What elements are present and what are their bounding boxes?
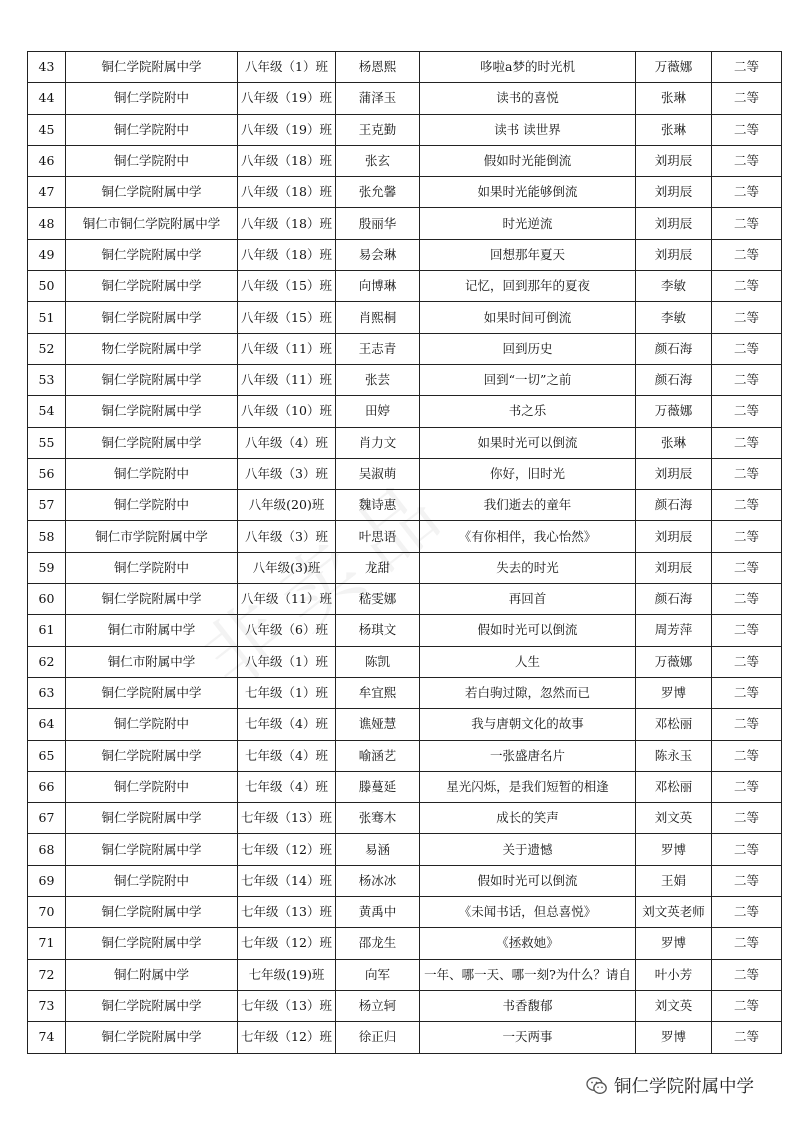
award-list-body (28, 52, 782, 1054)
class-cell: 八年级（1）班 (238, 52, 336, 83)
teacher-cell: 罗博 (636, 928, 712, 959)
school-cell: 铜仁学院附属中学 (66, 584, 238, 615)
essay-title-cell: 一年、哪一天、哪一刻?为什么？请自 (420, 959, 636, 990)
school-cell: 铜仁市学院附属中学 (66, 521, 238, 552)
class-cell: 七年级（4）班 (238, 709, 336, 740)
essay-title-cell: 成长的笑声 (420, 803, 636, 834)
row-number: 66 (28, 771, 66, 802)
class-cell: 八年级（15）班 (238, 302, 336, 333)
student-name-cell: 黄禹中 (336, 897, 420, 928)
school-cell: 铜仁学院附中 (66, 458, 238, 489)
teacher-cell: 刘玥辰 (636, 177, 712, 208)
teacher-cell: 邓松丽 (636, 771, 712, 802)
table-row (28, 615, 782, 646)
award-cell: 二等 (712, 646, 782, 677)
award-cell: 二等 (712, 490, 782, 521)
school-cell: 铜仁学院附中 (66, 771, 238, 802)
award-cell: 二等 (712, 897, 782, 928)
row-number: 46 (28, 145, 66, 176)
award-cell: 二等 (712, 302, 782, 333)
essay-title-cell: 再回首 (420, 584, 636, 615)
student-name-cell: 王志青 (336, 333, 420, 364)
award-cell: 二等 (712, 803, 782, 834)
table-row (28, 208, 782, 239)
student-name-cell: 嵇雯娜 (336, 584, 420, 615)
essay-title-cell: 《拯救她》 (420, 928, 636, 959)
class-cell: 七年级（12）班 (238, 834, 336, 865)
table-row (28, 677, 782, 708)
row-number: 67 (28, 803, 66, 834)
student-name-cell: 谯娅慧 (336, 709, 420, 740)
class-cell: 八年级（11）班 (238, 333, 336, 364)
row-number: 56 (28, 458, 66, 489)
essay-title-cell: 如果时光可以倒流 (420, 427, 636, 458)
class-cell: 八年级（18）班 (238, 239, 336, 270)
student-name-cell: 殷丽华 (336, 208, 420, 239)
class-cell: 七年级(19)班 (238, 959, 336, 990)
school-cell: 铜仁学院附属中学 (66, 52, 238, 83)
student-name-cell: 陈凯 (336, 646, 420, 677)
teacher-cell: 刘玥辰 (636, 145, 712, 176)
row-number: 57 (28, 490, 66, 521)
award-cell: 二等 (712, 834, 782, 865)
table-row (28, 928, 782, 959)
class-cell: 八年级（11）班 (238, 364, 336, 395)
essay-title-cell: 《未闻书话，但总喜悦》 (420, 897, 636, 928)
student-name-cell: 张芸 (336, 364, 420, 395)
class-cell: 七年级（13）班 (238, 990, 336, 1021)
row-number: 68 (28, 834, 66, 865)
teacher-cell: 刘文英 (636, 803, 712, 834)
class-cell: 八年级（4）班 (238, 427, 336, 458)
essay-title-cell: 书香馥郁 (420, 990, 636, 1021)
teacher-cell: 万薇娜 (636, 646, 712, 677)
row-number: 70 (28, 897, 66, 928)
row-number: 61 (28, 615, 66, 646)
school-cell: 铜仁学院附中 (66, 552, 238, 583)
row-number: 59 (28, 552, 66, 583)
class-cell: 八年级(3)班 (238, 552, 336, 583)
award-cell: 二等 (712, 865, 782, 896)
essay-title-cell: 一张盛唐名片 (420, 740, 636, 771)
student-name-cell: 张骞木 (336, 803, 420, 834)
essay-title-cell: 记忆，回到那年的夏夜 (420, 271, 636, 302)
student-name-cell: 徐正归 (336, 1022, 420, 1053)
table-row (28, 239, 782, 270)
table-row (28, 302, 782, 333)
class-cell: 八年级（18）班 (238, 177, 336, 208)
student-name-cell: 易会琳 (336, 239, 420, 270)
school-cell: 铜仁附属中学 (66, 959, 238, 990)
row-number: 69 (28, 865, 66, 896)
teacher-cell: 刘玥辰 (636, 521, 712, 552)
essay-title-cell: 星光闪烁，是我们短暂的相逢 (420, 771, 636, 802)
teacher-cell: 王娟 (636, 865, 712, 896)
table-row (28, 427, 782, 458)
award-cell: 二等 (712, 740, 782, 771)
student-name-cell: 易涵 (336, 834, 420, 865)
class-cell: 七年级（12）班 (238, 1022, 336, 1053)
essay-title-cell: 如果时光能够倒流 (420, 177, 636, 208)
student-name-cell: 张玄 (336, 145, 420, 176)
table-row (28, 177, 782, 208)
student-name-cell: 龙甜 (336, 552, 420, 583)
student-name-cell: 魏诗惠 (336, 490, 420, 521)
class-cell: 八年级（1）班 (238, 646, 336, 677)
essay-title-cell: 回到“一切”之前 (420, 364, 636, 395)
essay-title-cell: 我们逝去的童年 (420, 490, 636, 521)
row-number: 60 (28, 584, 66, 615)
school-cell: 铜仁学院附属中学 (66, 1022, 238, 1053)
class-cell: 七年级（13）班 (238, 803, 336, 834)
student-name-cell: 杨立轲 (336, 990, 420, 1021)
class-cell: 八年级（18）班 (238, 145, 336, 176)
table-row (28, 458, 782, 489)
teacher-cell: 张琳 (636, 83, 712, 114)
table-row (28, 364, 782, 395)
award-cell: 二等 (712, 177, 782, 208)
table-row (28, 333, 782, 364)
teacher-cell: 张琳 (636, 114, 712, 145)
essay-title-cell: 时光逆流 (420, 208, 636, 239)
school-cell: 铜仁学院附属中学 (66, 740, 238, 771)
student-name-cell: 邵龙生 (336, 928, 420, 959)
class-cell: 七年级（13）班 (238, 897, 336, 928)
teacher-cell: 周芳萍 (636, 615, 712, 646)
teacher-cell: 张琳 (636, 427, 712, 458)
student-name-cell: 肖熙桐 (336, 302, 420, 333)
award-cell: 二等 (712, 521, 782, 552)
account-name: 铜仁学院附属中学 (614, 1077, 754, 1097)
essay-title-cell: 人生 (420, 646, 636, 677)
table-row (28, 771, 782, 802)
class-cell: 八年级（11）班 (238, 584, 336, 615)
award-cell: 二等 (712, 677, 782, 708)
student-name-cell: 向博琳 (336, 271, 420, 302)
teacher-cell: 邓松丽 (636, 709, 712, 740)
class-cell: 八年级（18）班 (238, 208, 336, 239)
student-name-cell: 喻涵艺 (336, 740, 420, 771)
table-row (28, 803, 782, 834)
wechat-icon (586, 1076, 608, 1096)
table-row (28, 865, 782, 896)
class-cell: 七年级（12）班 (238, 928, 336, 959)
table-row (28, 959, 782, 990)
award-cell: 二等 (712, 271, 782, 302)
student-name-cell: 杨冰冰 (336, 865, 420, 896)
award-cell: 二等 (712, 364, 782, 395)
award-cell: 二等 (712, 145, 782, 176)
row-number: 64 (28, 709, 66, 740)
row-number: 48 (28, 208, 66, 239)
school-cell: 铜仁学院附中 (66, 83, 238, 114)
teacher-cell: 刘玥辰 (636, 208, 712, 239)
essay-title-cell: 读书 读世界 (420, 114, 636, 145)
school-cell: 铜仁学院附中 (66, 490, 238, 521)
school-cell: 铜仁学院附属中学 (66, 396, 238, 427)
school-cell: 铜仁学院附属中学 (66, 897, 238, 928)
table-row (28, 114, 782, 145)
teacher-cell: 刘玥辰 (636, 239, 712, 270)
essay-title-cell: 如果时间可倒流 (420, 302, 636, 333)
essay-title-cell: 哆啦a梦的时光机 (420, 52, 636, 83)
teacher-cell: 颜石海 (636, 364, 712, 395)
essay-title-cell: 回到历史 (420, 333, 636, 364)
table-row (28, 396, 782, 427)
class-cell: 八年级（6）班 (238, 615, 336, 646)
award-cell: 二等 (712, 114, 782, 145)
table-row (28, 834, 782, 865)
essay-title-cell: 失去的时光 (420, 552, 636, 583)
essay-title-cell: 若白驹过隙，忽然而已 (420, 677, 636, 708)
class-cell: 八年级（15）班 (238, 271, 336, 302)
row-number: 53 (28, 364, 66, 395)
school-cell: 铜仁市铜仁学院附属中学 (66, 208, 238, 239)
school-cell: 铜仁学院附属中学 (66, 302, 238, 333)
student-name-cell: 吴淑萌 (336, 458, 420, 489)
award-cell: 二等 (712, 552, 782, 583)
row-number: 65 (28, 740, 66, 771)
essay-title-cell: 回想那年夏天 (420, 239, 636, 270)
table-row (28, 740, 782, 771)
school-cell: 铜仁学院附中 (66, 114, 238, 145)
student-name-cell: 王克勤 (336, 114, 420, 145)
essay-title-cell: 《有你相伴，我心怡然》 (420, 521, 636, 552)
teacher-cell: 颜石海 (636, 333, 712, 364)
teacher-cell: 万薇娜 (636, 396, 712, 427)
teacher-cell: 颜石海 (636, 490, 712, 521)
student-name-cell: 杨琪文 (336, 615, 420, 646)
row-number: 43 (28, 52, 66, 83)
school-cell: 铜仁市附属中学 (66, 615, 238, 646)
school-cell: 铜仁学院附属中学 (66, 928, 238, 959)
student-name-cell: 叶思语 (336, 521, 420, 552)
essay-title-cell: 你好，旧时光 (420, 458, 636, 489)
teacher-cell: 颜石海 (636, 584, 712, 615)
award-cell: 二等 (712, 239, 782, 270)
award-cell: 二等 (712, 771, 782, 802)
school-cell: 铜仁市附属中学 (66, 646, 238, 677)
row-number: 73 (28, 990, 66, 1021)
school-cell: 铜仁学院附中 (66, 865, 238, 896)
school-cell: 铜仁学院附属中学 (66, 271, 238, 302)
award-cell: 二等 (712, 396, 782, 427)
award-cell: 二等 (712, 928, 782, 959)
table-row (28, 552, 782, 583)
row-number: 63 (28, 677, 66, 708)
class-cell: 八年级(20)班 (238, 490, 336, 521)
essay-title-cell: 书之乐 (420, 396, 636, 427)
student-name-cell: 向军 (336, 959, 420, 990)
teacher-cell: 罗博 (636, 1022, 712, 1053)
essay-title-cell: 我与唐朝文化的故事 (420, 709, 636, 740)
essay-title-cell: 读书的喜悦 (420, 83, 636, 114)
table-row (28, 145, 782, 176)
class-cell: 七年级（1）班 (238, 677, 336, 708)
award-cell: 二等 (712, 1022, 782, 1053)
school-cell: 铜仁学院附中 (66, 709, 238, 740)
class-cell: 七年级（14）班 (238, 865, 336, 896)
row-number: 49 (28, 239, 66, 270)
table-row (28, 584, 782, 615)
student-name-cell: 牟宜熙 (336, 677, 420, 708)
school-cell: 铜仁学院附属中学 (66, 990, 238, 1021)
teacher-cell: 叶小芳 (636, 959, 712, 990)
class-cell: 八年级（19）班 (238, 83, 336, 114)
essay-title-cell: 假如时光能倒流 (420, 145, 636, 176)
table-row (28, 83, 782, 114)
teacher-cell: 李敏 (636, 271, 712, 302)
essay-title-cell: 假如时光可以倒流 (420, 615, 636, 646)
award-cell: 二等 (712, 208, 782, 239)
row-number: 72 (28, 959, 66, 990)
award-cell: 二等 (712, 709, 782, 740)
school-cell: 铜仁学院附属中学 (66, 177, 238, 208)
award-cell: 二等 (712, 615, 782, 646)
row-number: 74 (28, 1022, 66, 1053)
class-cell: 八年级（19）班 (238, 114, 336, 145)
teacher-cell: 刘玥辰 (636, 552, 712, 583)
student-name-cell: 蒲泽玉 (336, 83, 420, 114)
row-number: 55 (28, 427, 66, 458)
student-name-cell: 肖力文 (336, 427, 420, 458)
school-cell: 铜仁学院附属中学 (66, 677, 238, 708)
teacher-cell: 罗博 (636, 677, 712, 708)
class-cell: 八年级（3）班 (238, 458, 336, 489)
essay-title-cell: 假如时光可以倒流 (420, 865, 636, 896)
row-number: 54 (28, 396, 66, 427)
award-cell: 二等 (712, 584, 782, 615)
award-list-table (27, 51, 782, 1054)
teacher-cell: 刘文英老师 (636, 897, 712, 928)
table-row (28, 897, 782, 928)
teacher-cell: 刘玥辰 (636, 458, 712, 489)
class-cell: 八年级（10）班 (238, 396, 336, 427)
award-cell: 二等 (712, 427, 782, 458)
row-number: 44 (28, 83, 66, 114)
table-row (28, 521, 782, 552)
teacher-cell: 万薇娜 (636, 52, 712, 83)
row-number: 50 (28, 271, 66, 302)
row-number: 58 (28, 521, 66, 552)
essay-title-cell: 关于遗憾 (420, 834, 636, 865)
table-row (28, 990, 782, 1021)
row-number: 47 (28, 177, 66, 208)
row-number: 51 (28, 302, 66, 333)
school-cell: 物仁学院附属中学 (66, 333, 238, 364)
essay-title-cell: 一天两事 (420, 1022, 636, 1053)
school-cell: 铜仁学院附属中学 (66, 803, 238, 834)
class-cell: 七年级（4）班 (238, 771, 336, 802)
class-cell: 七年级（4）班 (238, 740, 336, 771)
class-cell: 八年级（3）班 (238, 521, 336, 552)
student-name-cell: 田婷 (336, 396, 420, 427)
footer-account (586, 1073, 754, 1098)
row-number: 62 (28, 646, 66, 677)
student-name-cell: 滕蔓延 (336, 771, 420, 802)
school-cell: 铜仁学院附属中学 (66, 427, 238, 458)
award-cell: 二等 (712, 990, 782, 1021)
row-number: 52 (28, 333, 66, 364)
school-cell: 铜仁学院附属中学 (66, 239, 238, 270)
award-cell: 二等 (712, 83, 782, 114)
row-number: 45 (28, 114, 66, 145)
teacher-cell: 刘文英 (636, 990, 712, 1021)
school-cell: 铜仁学院附属中学 (66, 364, 238, 395)
award-cell: 二等 (712, 959, 782, 990)
table-row (28, 52, 782, 83)
table-row (28, 709, 782, 740)
teacher-cell: 陈永玉 (636, 740, 712, 771)
teacher-cell: 李敏 (636, 302, 712, 333)
table-row (28, 271, 782, 302)
award-cell: 二等 (712, 333, 782, 364)
teacher-cell: 罗博 (636, 834, 712, 865)
table-row (28, 1022, 782, 1053)
school-cell: 铜仁学院附中 (66, 145, 238, 176)
student-name-cell: 杨恩熙 (336, 52, 420, 83)
award-cell: 二等 (712, 52, 782, 83)
award-cell: 二等 (712, 458, 782, 489)
row-number: 71 (28, 928, 66, 959)
student-name-cell: 张允馨 (336, 177, 420, 208)
table-row (28, 490, 782, 521)
table-row (28, 646, 782, 677)
school-cell: 铜仁学院附属中学 (66, 834, 238, 865)
